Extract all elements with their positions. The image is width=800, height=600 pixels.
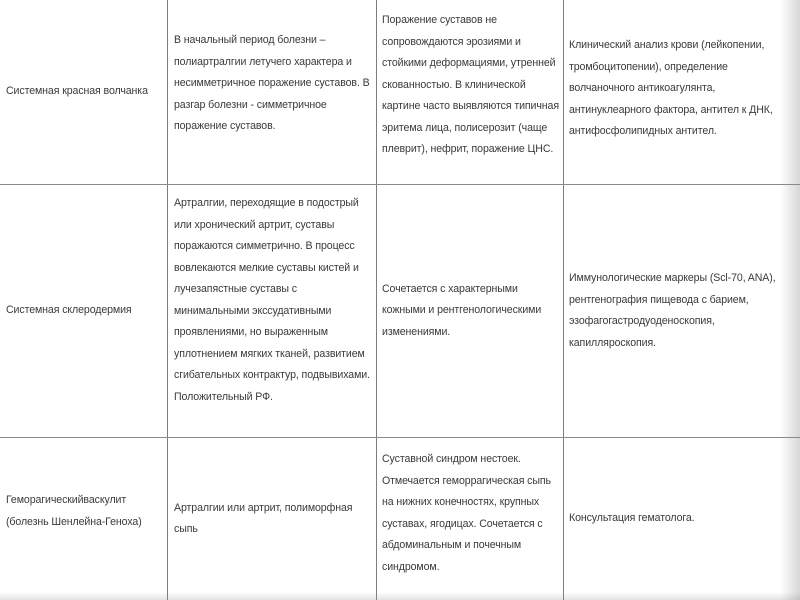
table-cell-diagnostics xyxy=(569,185,781,437)
table-cell-joint-syndrome xyxy=(174,438,374,600)
table-cell-disease xyxy=(6,0,166,184)
column-divider xyxy=(167,0,168,600)
column-divider xyxy=(563,0,564,600)
slide-edge-shadow xyxy=(0,592,800,600)
diagnostics-text: Консультация гематолога. xyxy=(569,512,695,525)
joint-syndrome-text: Артралгии, переходящие в подострый или хронический артрит, суставы поражаются симметрично. В процесс вовлекаются мелкие суставы кистей и лучезапястные суставы с минимальными экссудативными проявлениями, но выраженным уплотнением мягких тканей, развитием сгибательных контрактур, подвывихами. Положительный РФ. xyxy=(174,197,370,403)
disease-name: Системная красная волчанка xyxy=(6,85,148,98)
features-text: Сочетается с характерными кожными и рентгенологическими изменениями. xyxy=(382,282,542,338)
joint-syndrome-text: В начальный период болезни – полиартралгии летучего характера и несимметричное поражение суставов. В разгар болезни - симметричное поражение суставов. xyxy=(174,34,370,132)
table-cell-features xyxy=(382,185,562,437)
table-cell-joint-syndrome xyxy=(174,30,374,160)
diagnostics-text: Иммунологические маркеры (Scl-70, ANA), рентгенография пищевода с барием, эзофагогастродуоденоскопия, капилляроскопия. xyxy=(569,272,776,349)
table-cell-disease xyxy=(6,185,166,437)
table-cell-features xyxy=(382,10,562,180)
table-cell-diagnostics xyxy=(569,438,781,600)
joint-syndrome-text: Артралгии или артрит, полиморфная сыпь xyxy=(174,501,353,535)
table-cell-features xyxy=(382,449,562,599)
table-cell-disease xyxy=(6,490,166,550)
disease-name: Геморагическийваскулит (болезнь Шенлейна-Геноха) xyxy=(6,494,142,528)
column-divider xyxy=(376,0,377,600)
slide-edge-shadow xyxy=(780,0,800,600)
table-cell-diagnostics xyxy=(569,35,781,160)
diagnostics-text: Клинический анализ крови (лейкопении, тромбоцитопении), определение волчаночного антикоагулянта, антинуклеарного фактора, антител к ДНК, антифосфолипидных антител. xyxy=(569,39,773,137)
table-cell-joint-syndrome xyxy=(174,193,374,433)
features-text: Суставной синдром нестоек. Отмечается геморрагическая сыпь на нижних конечностях, крупных суставах, ягодицах. Сочетается с абдоминальным и почечным синдромом. xyxy=(382,453,551,573)
disease-name: Системная склеродермия xyxy=(6,304,132,317)
features-text: Поражение суставов не сопровождаются эрозиями и стойкими деформациями, утренней скованностью. В клинической картине часто выявляются типичная эритема лица, полисерозит (чаще плеврит), нефрит, поражение ЦНС. xyxy=(382,14,559,155)
